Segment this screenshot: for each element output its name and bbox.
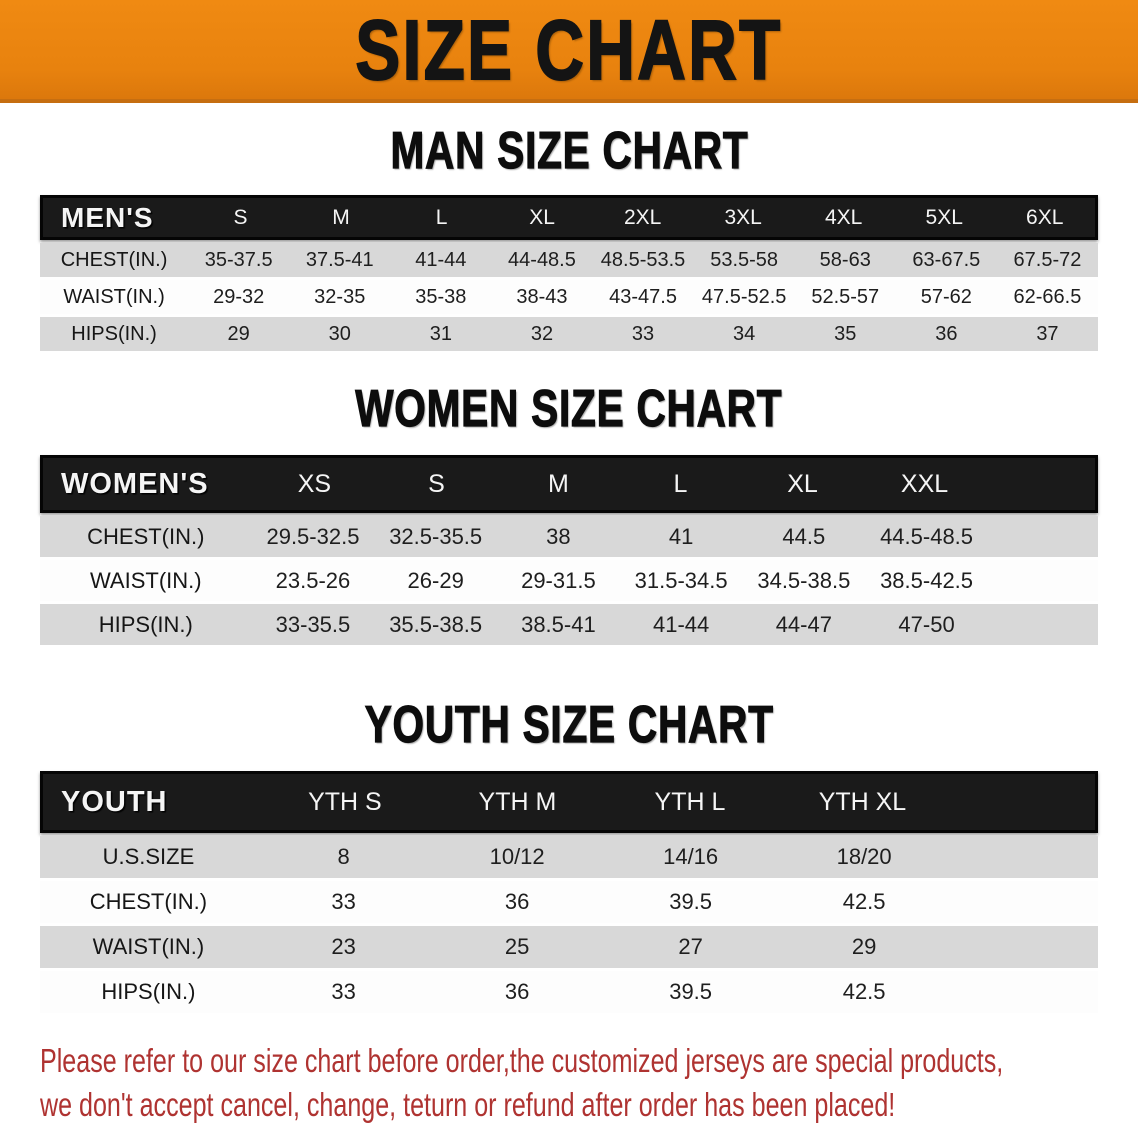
row-label: WAIST(IN.): [89, 567, 202, 593]
footer-note-line1: Please refer to our size chart before order,the customized jerseys are special products,: [40, 1042, 1004, 1079]
column-header: L: [435, 205, 448, 229]
table-row: [40, 926, 1098, 968]
size-value-cell: 33: [331, 889, 356, 914]
table-row: [40, 317, 1098, 351]
table-header-row: [40, 771, 1098, 833]
size-value-cell: 41-44: [415, 248, 467, 271]
men-section-heading: [0, 123, 1138, 179]
column-header: 6XL: [1026, 205, 1064, 229]
size-value-cell: 34: [733, 322, 756, 345]
size-value-cell: 39.5: [669, 889, 713, 914]
size-value-cell: 29: [227, 322, 250, 345]
size-value-cell: 14/16: [663, 844, 719, 869]
row-label: HIPS(IN.): [98, 611, 193, 637]
size-value-cell: 44-47: [775, 611, 832, 637]
men-size-table: [40, 195, 1098, 351]
size-value-cell: 41: [668, 523, 694, 549]
size-value-cell: 37.5-41: [305, 248, 374, 271]
row-label: HIPS(IN.): [101, 979, 196, 1004]
table-row: [40, 280, 1098, 314]
row-label: WAIST(IN.): [63, 285, 165, 308]
size-value-cell: 35-38: [415, 285, 467, 308]
section-men: [0, 123, 1138, 351]
size-value-cell: 37: [1036, 322, 1059, 345]
size-value-cell: 36: [935, 322, 958, 345]
women-section-heading: [0, 381, 1138, 437]
size-value-cell: 63-67.5: [912, 248, 981, 271]
column-header: 3XL: [724, 205, 762, 229]
size-value-cell: 32.5-35.5: [389, 523, 483, 549]
table-row: [40, 604, 1098, 645]
column-header: XS: [297, 469, 332, 498]
size-value-cell: 30: [328, 322, 351, 345]
size-value-cell: 39.5: [669, 979, 713, 1004]
women-heading-text: WOMEN SIZE CHART: [355, 380, 783, 438]
size-value-cell: 29: [851, 934, 877, 959]
men-heading-text: MAN SIZE CHART: [390, 122, 748, 180]
column-header: YTH S: [308, 787, 382, 816]
youth-size-table: [40, 771, 1098, 1013]
table-header-row: [40, 455, 1098, 513]
size-value-cell: 43-47.5: [609, 285, 677, 308]
size-value-cell: 58-63: [819, 248, 871, 271]
size-value-cell: 35.5-38.5: [389, 611, 483, 637]
banner-title: SIZE CHART: [355, 2, 783, 97]
size-value-cell: 38-43: [516, 285, 568, 308]
column-header: M: [548, 469, 569, 498]
size-value-cell: 32-35: [314, 285, 366, 308]
column-header: XL: [529, 205, 555, 229]
column-header: S: [233, 205, 248, 229]
size-value-cell: 29.5-32.5: [266, 523, 360, 549]
column-header: 4XL: [824, 205, 863, 229]
size-value-cell: 44.5-48.5: [880, 523, 974, 549]
column-header: XXL: [900, 469, 949, 498]
size-value-cell: 57-62: [920, 285, 972, 308]
size-value-cell: 48.5-53.5: [600, 248, 686, 271]
table-row: [40, 516, 1098, 557]
size-value-cell: 38: [546, 523, 571, 549]
size-value-cell: 35: [834, 322, 857, 345]
row-label: WAIST(IN.): [92, 934, 205, 959]
table-title: MEN'S: [61, 201, 154, 233]
size-value-cell: 23: [331, 934, 356, 959]
table-row: [40, 971, 1098, 1013]
row-label: CHEST(IN.): [89, 889, 208, 914]
women-size-table: [40, 455, 1098, 645]
table-title: YOUTH: [61, 785, 168, 818]
size-value-cell: 36: [504, 979, 530, 1004]
column-header: S: [428, 469, 445, 498]
size-value-cell: 52.5-57: [811, 285, 880, 308]
size-value-cell: 42.5: [842, 889, 886, 914]
table-row: [40, 243, 1098, 277]
footer-disclaimer: [40, 1039, 1098, 1127]
size-value-cell: 10/12: [489, 844, 545, 869]
size-value-cell: 25: [504, 934, 530, 959]
size-value-cell: 44.5: [782, 523, 826, 549]
size-value-cell: 8: [337, 844, 350, 869]
table-body: [40, 516, 1098, 645]
column-header: YTH L: [654, 787, 726, 816]
size-value-cell: 33-35.5: [275, 611, 351, 637]
size-value-cell: 26-29: [407, 567, 464, 593]
youth-heading-text: YOUTH SIZE CHART: [364, 696, 774, 754]
table-body: [40, 836, 1098, 1013]
size-value-cell: 29-32: [213, 285, 265, 308]
size-value-cell: 31.5-34.5: [634, 567, 728, 593]
row-label: CHEST(IN.): [87, 523, 205, 549]
table-body: [40, 243, 1098, 351]
size-value-cell: 38.5-42.5: [880, 567, 974, 593]
size-value-cell: 53.5-58: [710, 248, 779, 271]
size-value-cell: 29-31.5: [521, 567, 596, 593]
youth-section-heading: [0, 697, 1138, 753]
size-value-cell: 18/20: [836, 844, 892, 869]
size-value-cell: 33: [631, 322, 655, 345]
section-women: [0, 381, 1138, 645]
column-header: XL: [787, 469, 818, 498]
size-value-cell: 44-48.5: [508, 248, 576, 271]
row-label: HIPS(IN.): [71, 322, 157, 345]
size-value-cell: 34.5-38.5: [757, 567, 851, 593]
size-value-cell: 42.5: [842, 979, 886, 1004]
section-youth: [0, 697, 1138, 1013]
size-value-cell: 41-44: [652, 611, 710, 637]
row-label: U.S.SIZE: [102, 844, 195, 869]
size-value-cell: 67.5-72: [1013, 248, 1082, 271]
table-title: WOMEN'S: [61, 467, 209, 500]
table-row: [40, 560, 1098, 601]
size-value-cell: 38.5-41: [521, 611, 596, 637]
table-row: [40, 881, 1098, 923]
size-value-cell: 27: [678, 934, 703, 959]
table-header-row: [40, 195, 1098, 240]
row-label: CHEST(IN.): [60, 248, 168, 271]
column-header: YTH M: [478, 787, 557, 816]
banner: [0, 0, 1138, 103]
size-value-cell: 33: [331, 979, 356, 1004]
column-header: YTH XL: [818, 787, 907, 816]
column-header: L: [673, 469, 688, 498]
size-value-cell: 23.5-26: [275, 567, 351, 593]
size-value-cell: 32: [530, 322, 554, 345]
size-value-cell: 36: [504, 889, 530, 914]
column-header: 5XL: [925, 205, 963, 229]
column-header: 2XL: [623, 205, 662, 229]
size-value-cell: 62-66.5: [1013, 285, 1082, 308]
size-value-cell: 31: [429, 322, 452, 345]
size-value-cell: 47.5-52.5: [701, 285, 787, 308]
size-value-cell: 47-50: [898, 611, 955, 637]
footer-note-line2: we don't accept cancel, change, teturn or refund after order has been placed!: [40, 1086, 896, 1123]
size-value-cell: 35-37.5: [204, 248, 273, 271]
table-row: [40, 836, 1098, 878]
column-header: M: [332, 205, 350, 229]
